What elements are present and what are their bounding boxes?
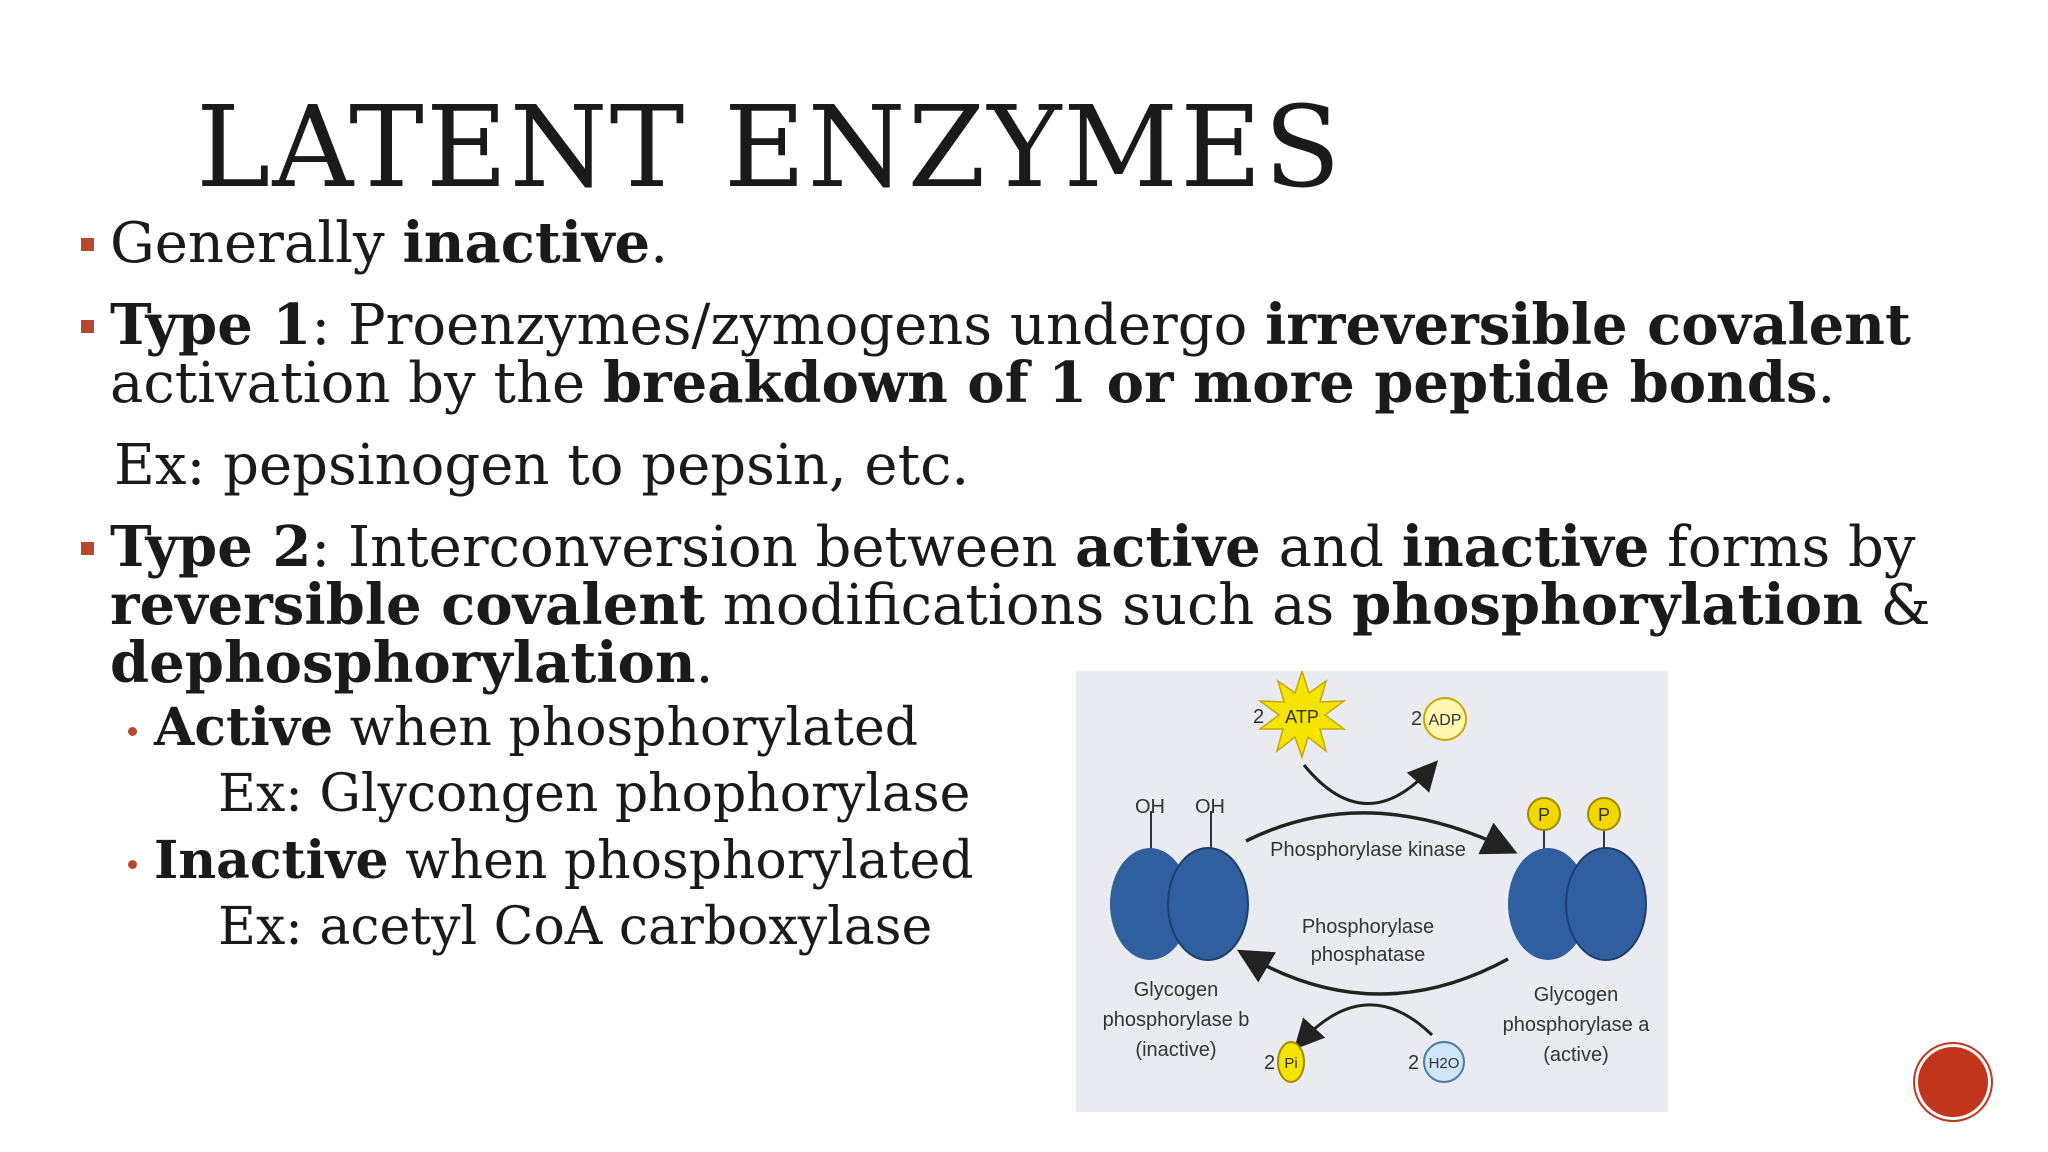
bullet-3-bold: inactive xyxy=(1401,514,1650,580)
left-enzyme-label-3: (inactive) xyxy=(1135,1039,1217,1061)
phosphate-label: P xyxy=(1537,805,1551,825)
right-enzyme-label-3: (active) xyxy=(1543,1044,1609,1066)
bullet-3-text: and xyxy=(1260,515,1402,580)
oh-label: OH xyxy=(1195,796,1225,818)
enzyme-subunit-icon xyxy=(1168,848,1248,960)
water-label: H2O xyxy=(1428,1055,1460,1072)
kinase-label: Phosphorylase kinase xyxy=(1270,839,1466,861)
sub-bullet-1 xyxy=(154,697,919,758)
bullet-2-line-1 xyxy=(110,292,1911,358)
bullet-3-bold: active xyxy=(1075,514,1261,580)
atp-count: 2 xyxy=(1253,706,1265,728)
bullet-1-post: . xyxy=(650,211,668,276)
adp-label: ADP xyxy=(1428,712,1462,729)
phosphate-label: P xyxy=(1597,805,1611,825)
sub-bullet-2-bold: Inactive xyxy=(154,830,389,891)
sub-bullet-1-bold: Active xyxy=(154,697,334,758)
type-2-label: Type 2 xyxy=(110,514,312,580)
bullet-3-bold: dephosphorylation xyxy=(110,630,696,696)
sub-bullet-1-text: when phosphorylated xyxy=(333,698,919,758)
enzyme-subunit-icon xyxy=(1566,848,1646,960)
water-count: 2 xyxy=(1408,1052,1420,1074)
slide-nav-button[interactable] xyxy=(1918,1047,1988,1117)
bullet-3-line-1 xyxy=(110,514,1916,580)
bullet-2-example: Ex: pepsinogen to pepsin, etc. xyxy=(114,433,970,498)
bullet-3-bold: reversible covalent xyxy=(110,572,705,638)
left-enzyme-label-1: Glycogen xyxy=(1133,979,1219,1001)
water-pi-arrow xyxy=(1300,1005,1432,1043)
bullet-3-text: . xyxy=(695,631,714,696)
bullet-marker xyxy=(81,238,94,251)
bullet-marker xyxy=(81,542,94,555)
sub-bullet-marker xyxy=(128,727,137,736)
bullet-2-text: . xyxy=(1817,351,1836,416)
pi-label: Pi xyxy=(1284,1055,1298,1072)
right-enzyme-label-2: phosphorylase a xyxy=(1502,1014,1650,1036)
bullet-marker xyxy=(81,320,94,333)
bullet-3-text: forms by xyxy=(1649,515,1916,580)
atp-label: ATP xyxy=(1285,707,1319,727)
phosphatase-label-1: Phosphorylase xyxy=(1301,916,1435,938)
sub-bullet-2-text: when phosphorylated xyxy=(388,831,974,891)
right-enzyme-label-1: Glycogen xyxy=(1533,984,1619,1006)
glycogen-phosphorylase-diagram xyxy=(1076,671,1668,1112)
bullet-2-bold: breakdown of 1 or more peptide bonds xyxy=(602,350,1818,416)
atp-adp-arrow xyxy=(1304,765,1432,804)
bullet-1-bold: inactive xyxy=(402,210,651,276)
slide-title: LATENT ENZYMES xyxy=(196,83,1343,213)
bullet-3-bold: phosphorylation xyxy=(1352,572,1863,638)
sub-bullet-1-example: Ex: Glycongen phophorylase xyxy=(218,764,971,824)
sub-bullet-marker xyxy=(128,860,137,869)
bullet-3-line-3 xyxy=(110,630,714,696)
bullet-2-text: : Proenzymes/zymogens undergo xyxy=(311,293,1266,358)
diagram-svg xyxy=(1076,671,1668,1112)
bullet-3-text: & xyxy=(1862,573,1931,638)
bullet-1-pre: Generally xyxy=(110,211,403,276)
type-1-label: Type 1 xyxy=(110,292,312,358)
left-enzyme-label-2: phosphorylase b xyxy=(1102,1009,1250,1031)
adp-count: 2 xyxy=(1411,708,1423,730)
sub-bullet-2 xyxy=(154,830,974,891)
oh-label: OH xyxy=(1135,796,1165,818)
bullet-2-bold: irreversible covalent xyxy=(1265,292,1911,358)
bullet-3-text: : Interconversion between xyxy=(311,515,1076,580)
bullet-3-text: modifications such as xyxy=(704,573,1353,638)
phosphatase-label-2: phosphatase xyxy=(1310,944,1426,966)
bullet-2-text: activation by the xyxy=(110,351,603,416)
bullet-1 xyxy=(110,210,668,276)
bullet-2-line-2 xyxy=(110,350,1836,416)
sub-bullet-2-example: Ex: acetyl CoA carboxylase xyxy=(218,897,933,957)
bullet-3-line-2 xyxy=(110,572,1931,638)
pi-count: 2 xyxy=(1264,1052,1276,1074)
